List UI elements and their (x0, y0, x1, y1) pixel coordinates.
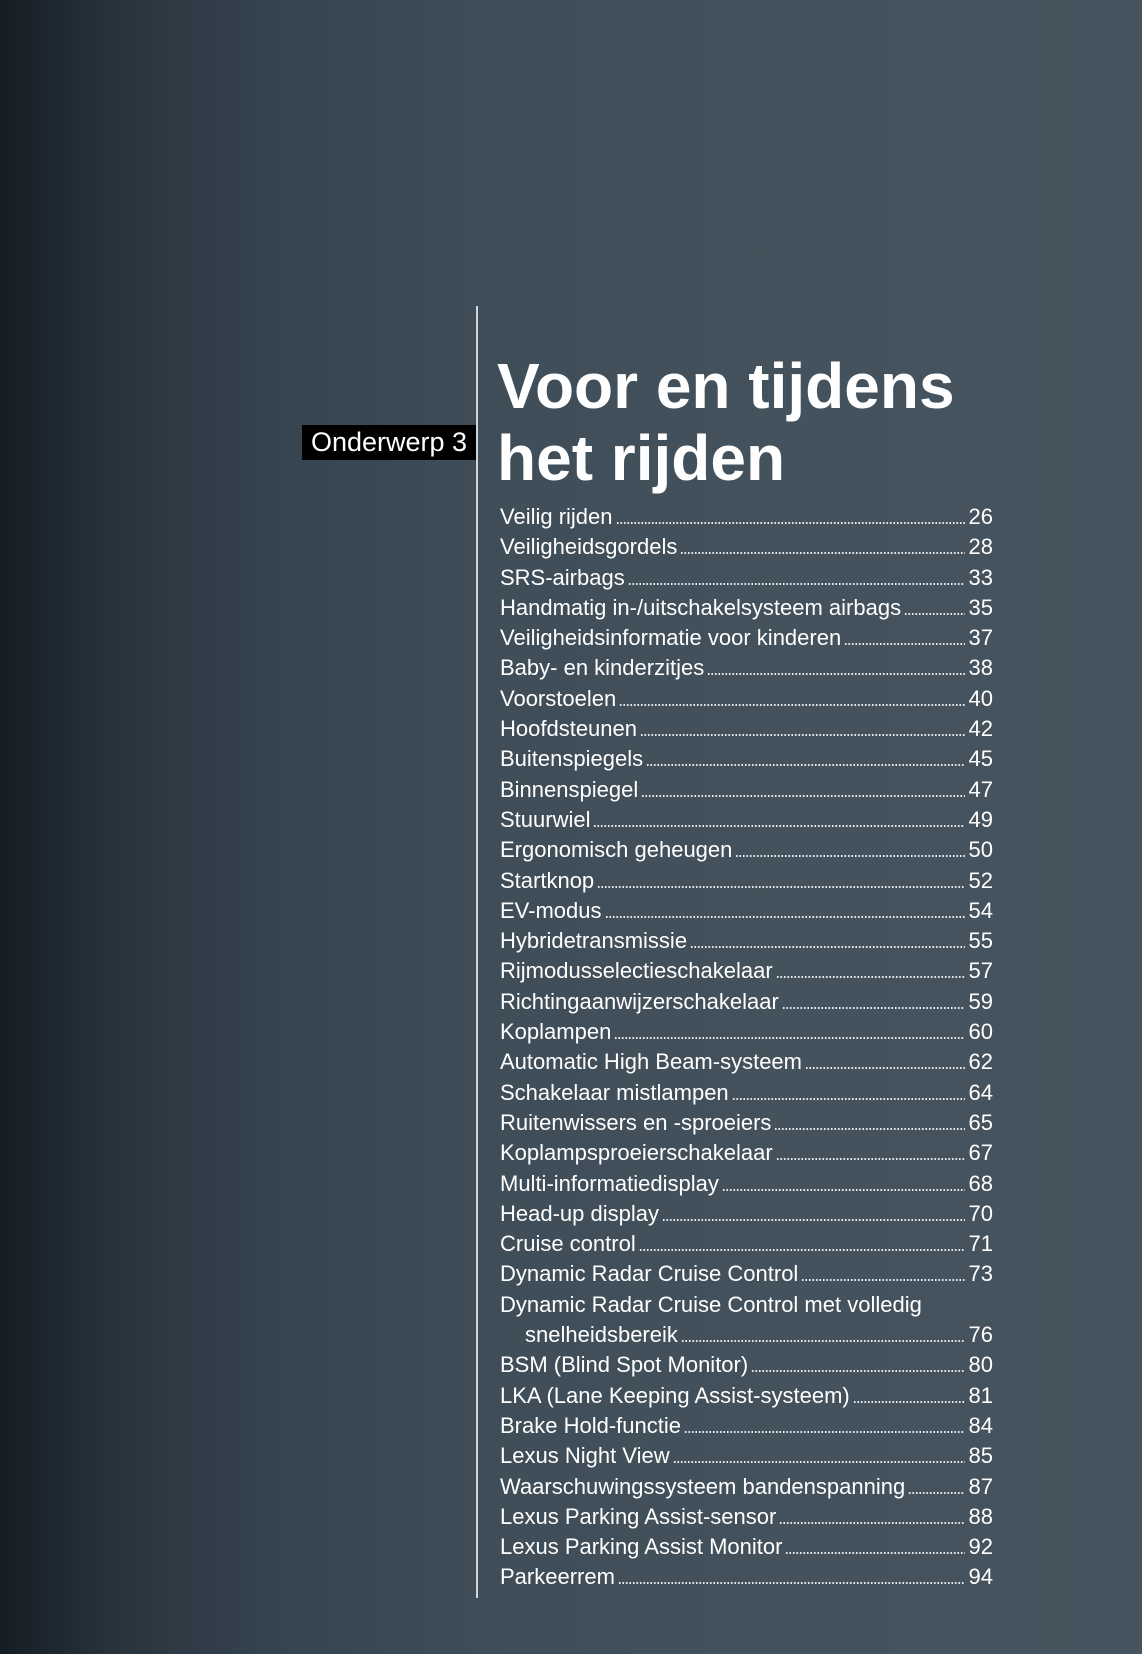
toc-entry[interactable] (500, 563, 993, 593)
toc-entry-title: Lexus Parking Assist-sensor (500, 1503, 777, 1529)
dot-leader (673, 1461, 965, 1463)
dot-leader (779, 1522, 964, 1524)
toc-entry[interactable] (500, 1411, 993, 1441)
dot-leader (805, 1067, 965, 1069)
dot-leader (853, 1401, 965, 1403)
toc-entry-page: 88 (968, 1503, 993, 1529)
toc-entry-line (500, 1441, 993, 1471)
dot-leader (684, 1431, 965, 1433)
toc-entry[interactable] (500, 1199, 993, 1229)
toc-entry[interactable] (500, 1502, 993, 1532)
dot-leader (593, 825, 964, 827)
toc-entry-line (500, 623, 993, 653)
dot-leader (785, 1552, 964, 1554)
dot-leader (681, 1340, 965, 1342)
toc-entry-page: 40 (968, 685, 993, 711)
toc-entry-page: 64 (968, 1079, 993, 1105)
toc-entry-title: Buitenspiegels (500, 746, 644, 772)
toc-entry[interactable] (500, 1290, 993, 1351)
toc-entry-line (500, 1532, 993, 1562)
toc-entry-page: 57 (968, 958, 993, 984)
toc-entry-title-continued: snelheidsbereik (525, 1322, 678, 1348)
toc-entry-page: 42 (968, 716, 993, 742)
toc-entry[interactable] (500, 714, 993, 744)
chapter-title-line-2: het rijden (497, 422, 786, 494)
toc-entry-line (500, 1259, 993, 1289)
toc-entry[interactable] (500, 987, 993, 1017)
toc-entry-title: Cruise control (500, 1231, 636, 1257)
toc-entry-line (500, 1108, 993, 1138)
chapter-title (497, 350, 955, 494)
toc-entry-page: 59 (968, 988, 993, 1014)
toc-entry[interactable] (500, 1078, 993, 1108)
toc-entry-page: 65 (968, 1109, 993, 1135)
toc-entry-page: 47 (968, 776, 993, 802)
toc-entry[interactable] (500, 623, 993, 653)
toc-entry-page: 70 (968, 1200, 993, 1226)
toc-entry-page: 37 (968, 625, 993, 651)
toc-entry-line (500, 1411, 993, 1441)
toc-entry-title: Dynamic Radar Cruise Control (500, 1261, 799, 1287)
toc-entry-title: Ruitenwissers en -sproeiers (500, 1109, 772, 1135)
toc-entry-page: 80 (968, 1352, 993, 1378)
toc-entry-page: 94 (968, 1564, 993, 1590)
toc-entry[interactable] (500, 1169, 993, 1199)
toc-entry-line (500, 805, 993, 835)
toc-entry-page: 33 (968, 564, 993, 590)
dot-leader (801, 1279, 964, 1281)
toc-entry-page: 67 (968, 1140, 993, 1166)
toc-entry-title: Automatic High Beam-systeem (500, 1049, 802, 1075)
toc-entry-title: Stuurwiel (500, 806, 591, 832)
toc-entry-line (500, 1502, 993, 1532)
toc-entry-line (500, 1229, 993, 1259)
dot-leader (732, 1098, 965, 1100)
toc-entry[interactable] (500, 926, 993, 956)
dot-leader (618, 1582, 965, 1584)
toc-entry-line (500, 593, 993, 623)
toc-entry[interactable] (500, 1108, 993, 1138)
toc-entry-title: SRS-airbags (500, 564, 625, 590)
toc-entry[interactable] (500, 1381, 993, 1411)
toc-entry-page: 38 (968, 655, 993, 681)
toc-entry-title: Koplampsproeierschakelaar (500, 1140, 773, 1166)
dot-leader (722, 1189, 965, 1191)
dot-leader (707, 673, 964, 675)
toc-entry[interactable] (500, 1259, 993, 1289)
toc-entry-page: 71 (968, 1231, 993, 1257)
toc-entry-page: 81 (968, 1382, 993, 1408)
toc-entry-line (500, 1017, 993, 1047)
vertical-divider (476, 306, 478, 1598)
toc-entry-title: Brake Hold-functie (500, 1412, 681, 1438)
toc-entry-page: 87 (968, 1473, 993, 1499)
toc-entry-page: 49 (968, 806, 993, 832)
dot-leader (904, 613, 964, 615)
toc-entry-title: Richtingaanwijzerschakelaar (500, 988, 779, 1014)
toc-entry-line (500, 1381, 993, 1411)
toc-entry[interactable] (500, 775, 993, 805)
toc-entry-page: 73 (968, 1261, 993, 1287)
dot-leader (639, 1249, 965, 1251)
toc-entry-line (500, 1562, 993, 1592)
toc-entry-line (500, 1138, 993, 1168)
dot-leader (782, 1007, 965, 1009)
toc-entry[interactable] (500, 1229, 993, 1259)
toc-entry-line (500, 1078, 993, 1108)
toc-entry[interactable] (500, 866, 993, 896)
toc-entry-line (500, 775, 993, 805)
toc-entry-page: 50 (968, 837, 993, 863)
toc-entry[interactable] (500, 835, 993, 865)
toc-entry-page: 85 (968, 1443, 993, 1469)
toc-entry[interactable] (500, 896, 993, 926)
dot-leader (662, 1219, 965, 1221)
toc-entry-title: Parkeerrem (500, 1564, 615, 1590)
dot-leader (690, 946, 964, 948)
toc-entry[interactable] (500, 532, 993, 562)
toc-entry-line (500, 744, 993, 774)
toc-entry-title: Hoofdsteunen (500, 716, 637, 742)
toc-entry-line (500, 532, 993, 562)
toc-entry-line (500, 926, 993, 956)
toc-entry-line (500, 684, 993, 714)
dot-leader (735, 855, 964, 857)
toc-entry-title: Hybridetransmissie (500, 928, 688, 954)
toc-entry-page: 35 (968, 594, 993, 620)
toc-entry[interactable] (500, 653, 993, 683)
toc-entry-title: Dynamic Radar Cruise Control met volledig (500, 1291, 922, 1317)
toc-entry-title: Head-up display (500, 1200, 659, 1226)
toc-entry-title: Veilig rijden (500, 504, 613, 529)
toc-entry-title: Koplampen (500, 1019, 612, 1045)
toc-entry-page: 26 (968, 504, 993, 529)
toc-entry-title: Lexus Parking Assist Monitor (500, 1534, 783, 1560)
dot-leader (776, 976, 965, 978)
toc-entry-title: Handmatig in-/uitschakelsysteem airbags (500, 594, 902, 620)
dot-leader (614, 1037, 964, 1039)
toc-entry-title: Multi-informatiedisplay (500, 1170, 719, 1196)
toc-entry-line (500, 1169, 993, 1199)
toc-entry-title: Voorstoelen (500, 685, 617, 711)
toc-entry[interactable] (500, 684, 993, 714)
toc-entry-title: Binnenspiegel (500, 776, 639, 802)
chapter-title-line-1: Voor en tijdens (497, 350, 955, 422)
toc-entry-page: 92 (968, 1534, 993, 1560)
dot-leader (776, 1158, 965, 1160)
toc-entry[interactable] (500, 805, 993, 835)
dot-leader (640, 734, 965, 736)
topic-label: Onderwerp 3 (302, 425, 476, 460)
toc-entry-line (500, 714, 993, 744)
dot-leader (628, 583, 965, 585)
toc-entry-line (500, 835, 993, 865)
toc-entry-title: Veiligheidsinformatie voor kinderen (500, 625, 842, 651)
toc-entry-line (500, 1350, 993, 1380)
toc-entry-page: 28 (968, 534, 993, 560)
dot-leader (908, 1492, 964, 1494)
toc-entry[interactable] (500, 1350, 993, 1380)
toc-entry-page: 54 (968, 897, 993, 923)
toc-entry-title: Waarschuwingssysteem bandenspanning (500, 1473, 906, 1499)
toc-entry-title: Schakelaar mistlampen (500, 1079, 729, 1105)
dot-leader (597, 886, 964, 888)
dot-leader (844, 643, 964, 645)
toc-entry[interactable] (500, 744, 993, 774)
toc-entry-line (500, 1047, 993, 1077)
toc-entry-line (500, 563, 993, 593)
toc-entry-title: Startknop (500, 867, 595, 893)
toc-entry-line (500, 653, 993, 683)
dot-leader (605, 916, 965, 918)
dot-leader (616, 522, 965, 524)
toc-entry-title: Veiligheidsgordels (500, 534, 678, 560)
toc-entry-title: LKA (Lane Keeping Assist-systeem) (500, 1382, 850, 1408)
toc-entry[interactable] (500, 1017, 993, 1047)
toc-entry[interactable] (500, 956, 993, 986)
dot-leader (641, 795, 964, 797)
toc-entry[interactable] (500, 502, 993, 532)
toc-entry-page: 60 (968, 1019, 993, 1045)
toc-entry-page: 52 (968, 867, 993, 893)
toc-entry[interactable] (500, 1532, 993, 1562)
toc-entry[interactable] (500, 1441, 993, 1471)
dot-leader (680, 552, 964, 554)
toc-entry[interactable] (500, 1047, 993, 1077)
toc-entry-line (500, 1472, 993, 1502)
toc-entry-line (500, 896, 993, 926)
toc-entry-page: 84 (968, 1412, 993, 1438)
toc-entry-page: 76 (968, 1322, 993, 1348)
toc-entry-page: 62 (968, 1049, 993, 1075)
toc-entry-line (500, 502, 993, 532)
toc-entry-title: Ergonomisch geheugen (500, 837, 733, 863)
dot-leader (646, 764, 964, 766)
toc-entry-line (500, 1320, 993, 1350)
toc-entry-line (500, 866, 993, 896)
toc-entry-title: EV-modus (500, 897, 602, 923)
toc-entry-title: Baby- en kinderzitjes (500, 655, 705, 681)
toc-entry-title: Rijmodusselectieschakelaar (500, 958, 773, 984)
toc-entry-page: 45 (968, 746, 993, 772)
dot-leader (619, 704, 964, 706)
toc-entry-page: 55 (968, 928, 993, 954)
toc-entry-page: 68 (968, 1170, 993, 1196)
toc-entry[interactable] (500, 1562, 993, 1592)
toc-entry[interactable] (500, 1138, 993, 1168)
dot-leader (774, 1128, 964, 1130)
toc-entry-line (500, 987, 993, 1017)
toc-entry-line (500, 1199, 993, 1229)
toc-entry-title: BSM (Blind Spot Monitor) (500, 1352, 749, 1378)
dot-leader (751, 1370, 964, 1372)
toc-entry[interactable] (500, 1472, 993, 1502)
toc-entry-title: Lexus Night View (500, 1443, 670, 1469)
toc-entry-line (500, 956, 993, 986)
toc-entry[interactable] (500, 593, 993, 623)
table-of-contents (500, 502, 993, 1593)
